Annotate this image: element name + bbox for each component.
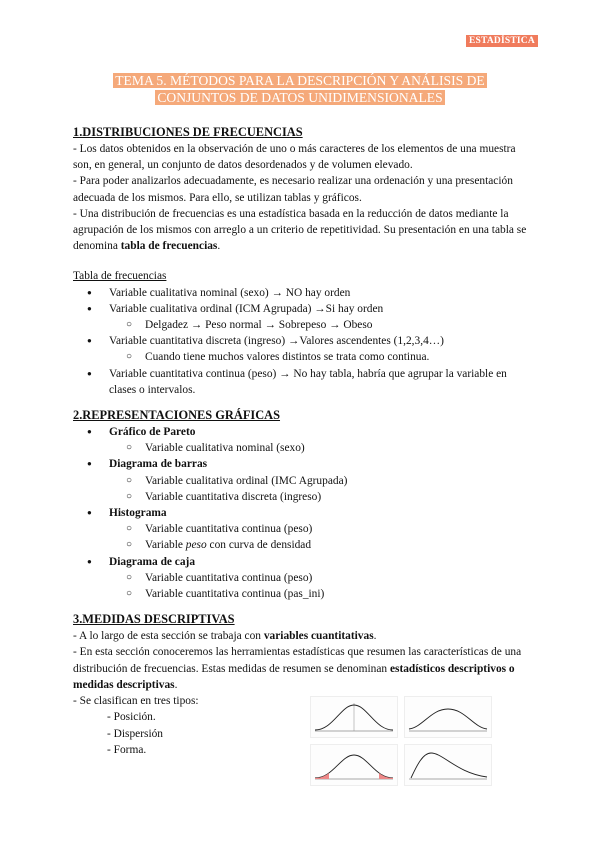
type-item: - Posición. (107, 711, 156, 724)
page-title (0, 72, 600, 106)
s3-paragraph-3: - Se clasifican en tres tipos: (73, 695, 199, 708)
list-subitem: ○ Variable cuantitativa discreta (ingreso) (73, 489, 533, 505)
text: Variable (145, 539, 186, 552)
s1-p3-end: . (217, 240, 221, 253)
s3-paragraph-2 (73, 644, 533, 693)
list-subitem: ○ Variable cualitativa nominal (sexo) (73, 440, 533, 456)
type-item: - Forma. (107, 743, 147, 756)
text-bold: estadísticos descriptivos o medidas descriptivas (73, 662, 515, 691)
graph-type: Diagrama de barras (109, 458, 208, 471)
s3-paragraph-1 (73, 628, 533, 644)
table-label: Tabla de frecuencias (73, 270, 167, 283)
s1-paragraph-2: - Para poder analizarlos adecuadamente, es necesario realizar una ordenación y una presentación adecuada de los mismos. Para ello, se utilizan tablas y gráficos. (73, 175, 513, 204)
list-subitem: ○ Variable cualitativa ordinal (IMC Agrupada) (73, 473, 533, 489)
frequency-list (73, 285, 533, 398)
text: . (174, 678, 178, 691)
figure-panel (310, 696, 398, 738)
graphics-list (73, 424, 533, 602)
list-subitem (73, 537, 533, 553)
normal-curve-icon (311, 697, 397, 737)
flat-curve-icon (405, 697, 491, 737)
section-2-heading: 2.REPRESENTACIONES GRÁFICAS (73, 408, 281, 423)
figure-panel (404, 696, 492, 738)
distribution-shapes-figure (310, 696, 492, 784)
text: - En esta sección conoceremos las herramientas estadísticas que resumen las características de una distribución de frecuencias. Estas medidas de resumen se denominan (73, 646, 522, 675)
s1-p3-bold: tabla de frecuencias (120, 240, 218, 253)
section-1-heading: 1.DISTRIBUCIONES DE FRECUENCIAS (73, 125, 303, 139)
graph-type: Gráfico de Pareto (109, 426, 196, 439)
list-item: ● Variable cuantitativa discreta (ingreso) →Valores ascendentes (1,2,3,4…) (73, 333, 533, 349)
list-item (73, 456, 533, 472)
subject-tag: ESTADÍSTICA (466, 35, 538, 47)
graph-type: Histograma (109, 507, 167, 520)
text: con curva de densidad (206, 539, 312, 552)
text: . (373, 630, 377, 643)
document-body (73, 124, 533, 758)
text-bold: variables cuantitativas (263, 630, 374, 643)
list-item (73, 505, 533, 521)
s1-p3-text: - Una distribución de frecuencias es una estadística basada en la reducción de datos mediante la agrupación de los mismos con arreglo a un criterio de repetitividad. Su presentación en una tabla se denomina (73, 207, 527, 253)
list-subitem: ○ Variable cuantitativa continua (peso) (73, 570, 533, 586)
skewed-curve-icon (405, 745, 491, 785)
title-line-2: CONJUNTOS DE DATOS UNIDIMENSIONALES (157, 90, 443, 105)
list-item (73, 424, 533, 440)
s1-paragraph-3 (73, 206, 533, 255)
list-subitem: ○ Variable cuantitativa continua (peso) (73, 521, 533, 537)
section-3-heading: 3.MEDIDAS DESCRIPTIVAS (73, 612, 235, 627)
type-item: - Dispersión (107, 727, 163, 740)
list-item (73, 554, 533, 570)
text-italic: peso (185, 539, 207, 552)
text: - A lo largo de esta sección se trabaja con (73, 630, 264, 643)
graph-type: Diagrama de caja (109, 555, 196, 568)
list-subitem: ○ Variable cuantitativa continua (pas_ini) (73, 586, 533, 602)
figure-panel (310, 744, 398, 786)
list-subitem: ○ Delgadez → Peso normal → Sobrepeso → Obeso (73, 317, 533, 333)
list-item: ● Variable cuantitativa continua (peso) → No hay tabla, habría que agrupar la variable en clases o intervalos. (73, 366, 533, 398)
symmetric-curve-icon (311, 745, 397, 785)
list-subitem: ○ Cuando tiene muchos valores distintos se trata como continua. (73, 349, 533, 365)
s1-paragraph-1: - Los datos obtenidos en la observación de uno o más caracteres de los elementos de una muestra son, en general, un conjunto de datos desordenados y de volumen elevado. (73, 143, 516, 172)
list-item: ● Variable cualitativa nominal (sexo) → NO hay orden (73, 285, 533, 301)
title-line-1: TEMA 5. MÉTODOS PARA LA DESCRIPCIÓN Y ANÁLISIS DE (115, 73, 485, 88)
figure-panel (404, 744, 492, 786)
list-item: ● Variable cualitativa ordinal (ICM Agrupada) →Si hay orden (73, 301, 533, 317)
